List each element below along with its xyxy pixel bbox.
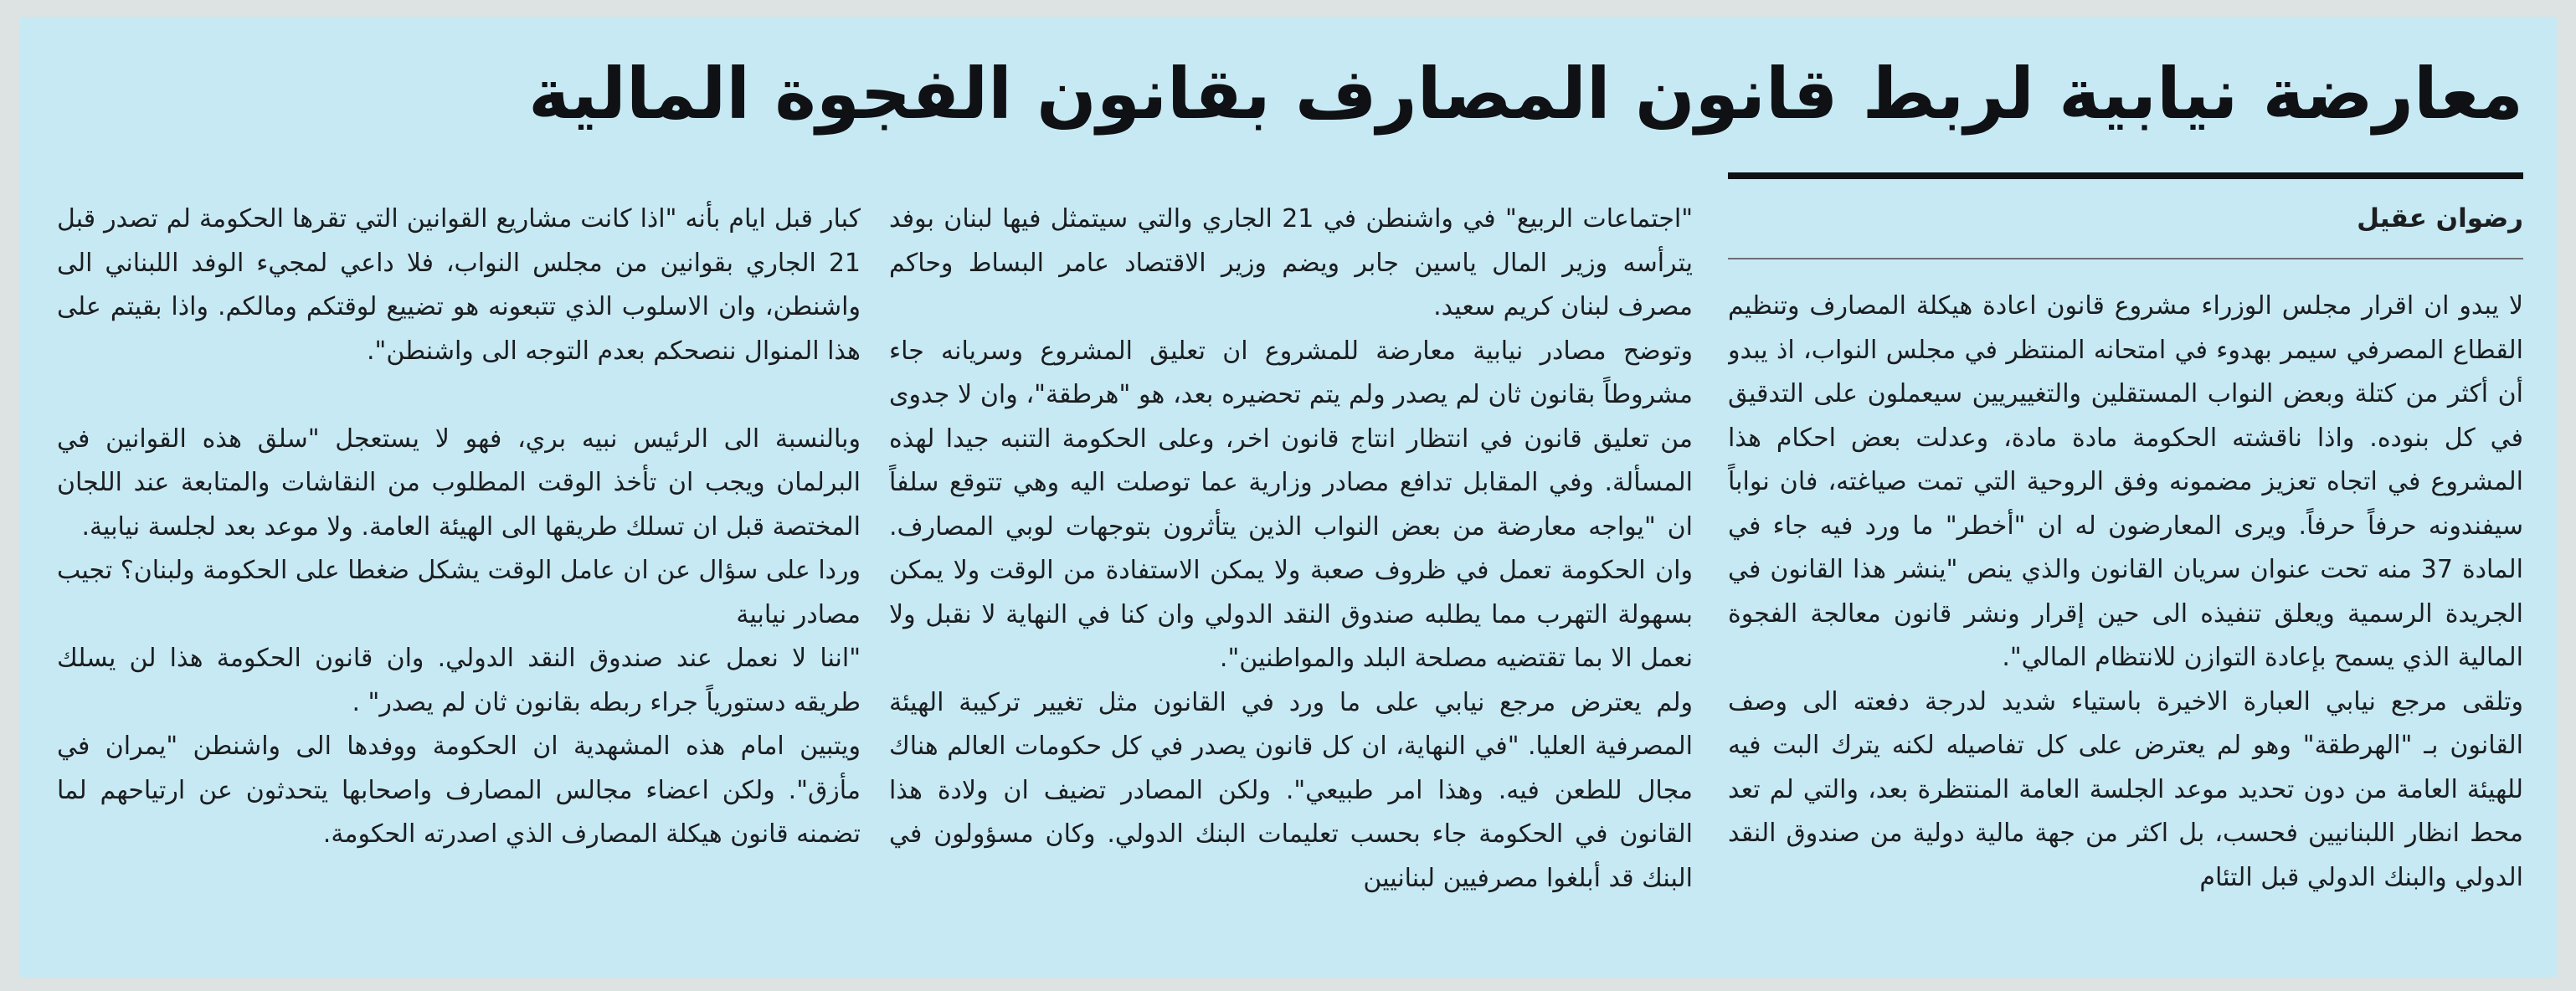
article-column-1 (1728, 285, 2523, 954)
column-1-paragraph: وتلقى مرجع نيابي العبارة الاخيرة باستياء شديد لدرجة دفعته الى وصف القانون بـ "الهرطقة" وهو لم يعترض على كل تفاصيله لكنه يترك البت فيه للهيئة العامة من دون تحديد موعد الجلسة العامة المنتظرة بعد، والتي لم تعد محط انظار اللبنانيين فحسب، بل اكثر من جهة مالية دولية من صندوق النقد الدولي والبنك الدولي قبل التئام (1728, 686, 2523, 892)
column-3-paragraph: وبالنسبة الى الرئيس نبيه بري، فهو لا يستعجل "سلق هذه القوانين في البرلمان ويجب ان تأخذ الوقت المطلوب من النقاشات والمتابعة عند اللجان المختصة قبل ان تسلك طريقها الى الهيئة العامة. ولا موعد بعد لجلسة نيابية. (57, 424, 861, 542)
article-column-3 (57, 198, 861, 959)
column-3-paragraph: ويتبين امام هذه المشهدية ان الحكومة ووفدها الى واشنطن "يمران في مأزق". ولكن اعضاء مجالس المصارف واصحابها يتحدثون عن ارتياحهم لما تضمنه قانون هيكلة المصارف الذي اصدرته الحكومة. (57, 732, 861, 849)
article-column-2 (889, 198, 1693, 959)
column-1-paragraph: لا يبدو ان اقرار مجلس الوزراء مشروع قانون اعادة هيكلة المصارف وتنظيم القطاع المصرفي سيمر بهدوء في امتحانه المنتظر في مجلس النواب، اذ يبدو أن أكثر من كتلة وبعض النواب المستقلين والتغييريين سيعملون على التدقيق في كل بنوده. واذا ناقشته الحكومة مادة مادة، وعدلت بعض احكام هذا المشروع في اتجاه تعزيز مضمونه وفق الروحية التي تمت صياغته، فان نواباً سيفندونه حرفاً حرفاً. ويرى المعارضون له ان "أخطر" ما ورد فيه جاء في المادة 37 منه تحت عنوان سريان القانون والذي ينص "ينشر هذا القانون في الجريدة الرسمية ويعلق تنفيذه الى حين إقرار ونشر قانون معالجة الفجوة المالية الذي يسمح بإعادة التوازن للانتظام المالي". (1728, 291, 2523, 672)
article-byline: رضوان عقيل (2357, 203, 2523, 234)
column-3-paragraph: "اننا لا نعمل عند صندوق النقد الدولي. وان قانون الحكومة هذا لن يسلك طريقه دستورياً جراء ربطه بقانون ثان لم يصدر" . (57, 644, 861, 717)
newspaper-page (20, 17, 2557, 978)
paragraph-spacer (57, 373, 861, 418)
column-2-paragraph: ولم يعترض مرجع نيابي على ما ورد في القانون مثل تغيير تركيبة الهيئة المصرفية العليا. "في النهاية، ان كل قانون يصدر في كل حكومات العالم هناك مجال للطعن فيه. وهذا امر طبيعي". ولكن المصادر تضيف ان ولادة هذا القانون في الحكومة جاء بحسب تعليمات البنك الدولي. وكان مسؤولون في البنك قد أبلغوا مصرفيين لبنانيين (889, 687, 1693, 893)
column-2-paragraph: "اجتماعات الربيع" في واشنطن في 21 الجاري والتي سيتمثل فيها لبنان بوفد يترأسه وزير المال ياسين جابر ويضم وزير الاقتصاد عامر البساط وحاكم مصرف لبنان كريم سعيد. (889, 204, 1693, 321)
column-2-paragraph: وتوضح مصادر نيابية معارضة للمشروع ان تعليق المشروع وسريانه جاء مشروطاً بقانون ثان لم يصدر ولم يتم تحضيره بعد، هو "هرطقة"، وان لا جدوى من تعليق قانون في انتظار انتاج قانون اخر، وعلى الحكومة التنبه جيدا لهذه المسألة. وفي المقابل تدافع مصادر وزارية عما توصلت اليه وهي تتوقع سلفاً ان "يواجه معارضة من بعض النواب الذين يتأثرون بتوجهات لوبي المصارف. وان الحكومة تعمل في ظروف صعبة ولا يمكن الاستفادة من الوقت ولا يمكن بسهولة التهرب مما يطلبه صندوق النقد الدولي وان كنا في النهاية لا نقبل ولا نعمل الا بما تقتضيه مصلحة البلد والمواطنين". (889, 336, 1693, 673)
article-headline: معارضة نيابية لربط قانون المصارف بقانون الفجوة المالية (528, 53, 2523, 135)
byline-divider (1728, 258, 2523, 259)
column-3-paragraph: وردا على سؤال عن ان عامل الوقت يشكل ضغطا على الحكومة ولبنان؟ تجيب مصادر نيابية (57, 556, 861, 629)
column-3-paragraph: كبار قبل ايام بأنه "اذا كانت مشاريع القوانين التي تقرها الحكومة لم تصدر قبل 21 الجاري بقوانين من مجلس النواب، فلا داعي لمجيء الوفد اللبناني الى واشنطن، وان الاسلوب الذي تتبعونه هو تضييع لوقتكم ومالكم. واذا بقيتم على هذا المنوال ننصحكم بعدم التوجه الى واشنطن". (57, 204, 861, 366)
headline-divider (1728, 172, 2523, 179)
